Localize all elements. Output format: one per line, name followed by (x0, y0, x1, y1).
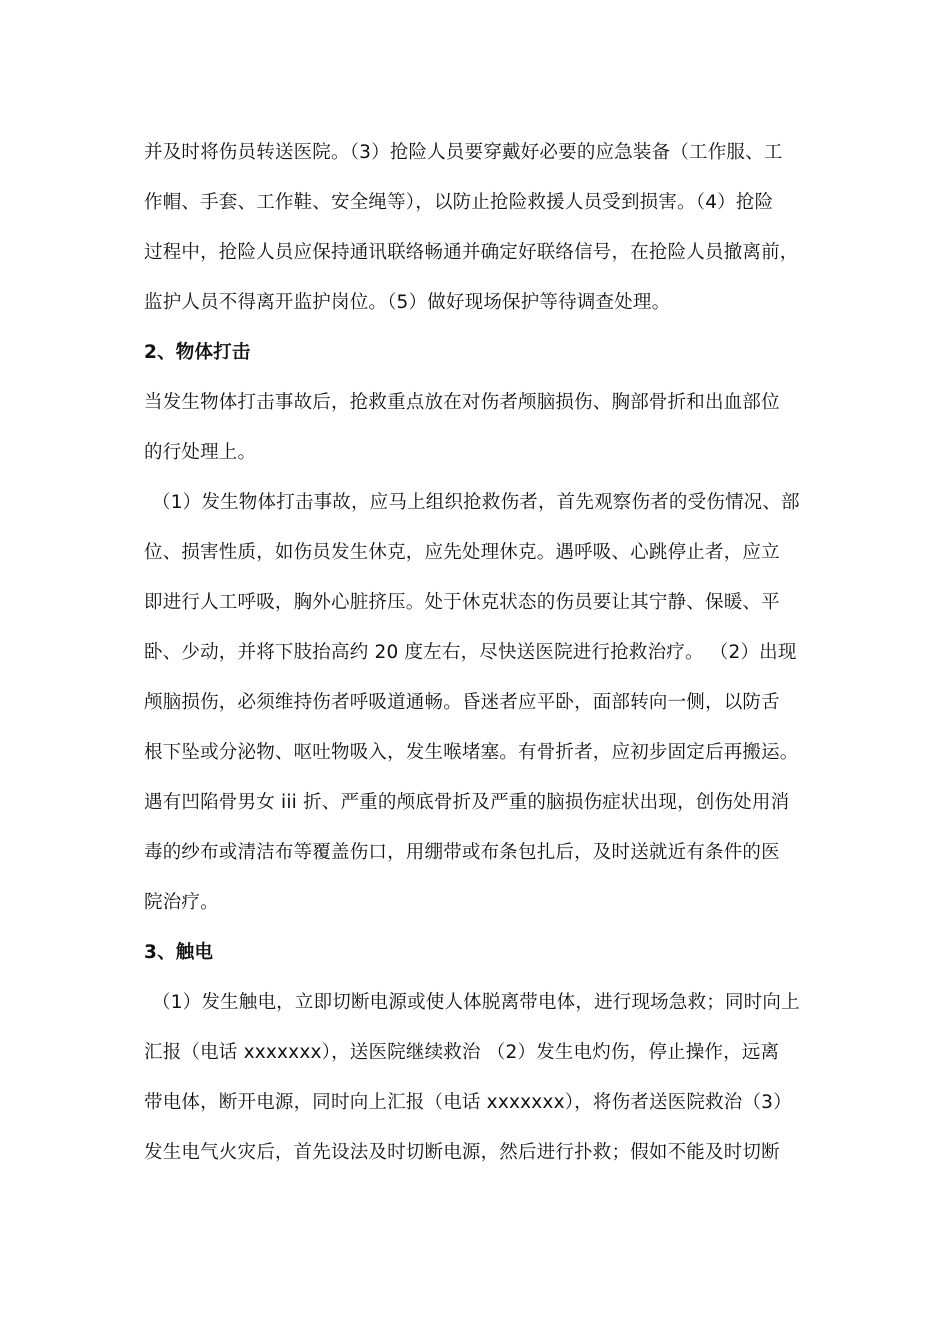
text-line: 毒的纱布或清洁布等覆盖伤口，用绷带或布条包扎后，及时送就近有条件的医 (144, 842, 780, 863)
text-line: 颅脑损伤，必须维持伤者呼吸道通畅。昏迷者应平卧，面部转向一侧，以防舌 (144, 692, 780, 713)
text-line: 汇报（电话 xxxxxxx），送医院继续救治 （2）发生电灼伤，停止操作，远离 (144, 1042, 780, 1063)
section-heading-electric-shock: 3、触电 (144, 942, 214, 963)
text-line: （1）发生物体打击事故，应马上组织抢救伤者，首先观察伤者的受伤情况、部 (152, 492, 800, 513)
text-line: 当发生物体打击事故后，抢救重点放在对伤者颅脑损伤、胸部骨折和出血部位 (144, 392, 780, 413)
text-line: 过程中，抢险人员应保持通讯联络畅通并确定好联络信号，在抢险人员撤离前， (144, 242, 799, 263)
text-line: 卧、少动，并将下肢抬高约 20 度左右，尽快送医院进行抢救治疗。 （2）出现 (144, 642, 797, 663)
document-body (144, 128, 808, 1178)
text-line: 位、损害性质，如伤员发生休克，应先处理休克。遇呼吸、心跳停止者，应立 (144, 542, 780, 563)
text-line: （1）发生触电，立即切断电源或使人体脱离带电体，进行现场急救；同时向上 (152, 992, 800, 1013)
text-line: 作帽、手套、工作鞋、安全绳等），以防止抢险救援人员受到损害。（4）抢险 (144, 192, 774, 213)
text-line: 带电体，断开电源，同时向上汇报（电话 xxxxxxx），将伤者送医院救治（3） (144, 1092, 792, 1113)
text-line: 院治疗。 (144, 892, 219, 913)
text-line: 监护人员不得离开监护岗位。（5）做好现场保护等待调查处理。 (144, 292, 671, 313)
text-line: 并及时将伤员转送医院。（3）抢险人员要穿戴好必要的应急装备（工作服、工 (144, 142, 783, 163)
text-line: 即进行人工呼吸，胸外心脏挤压。处于休克状态的伤员要让其宁静、保暖、平 (144, 592, 780, 613)
text-line: 遇有凹陷骨男女 iii 折、严重的颅底骨折及严重的脑损伤症状出现，创伤处用消 (144, 792, 790, 813)
text-line: 根下坠或分泌物、呕吐物吸入，发生喉堵塞。有骨折者，应初步固定后再搬运。 (144, 742, 799, 763)
text-line: 发生电气火灾后，首先设法及时切断电源，然后进行扑救；假如不能及时切断 (144, 1142, 780, 1163)
text-line: 的行处理上。 (144, 442, 257, 463)
section-heading-object-strike: 2、物体打击 (144, 342, 251, 363)
